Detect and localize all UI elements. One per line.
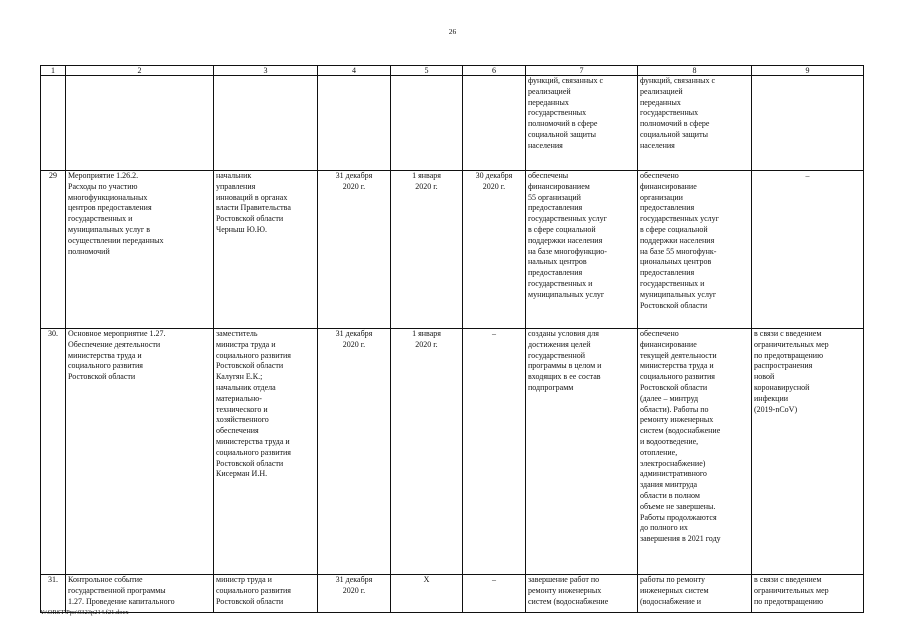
actual-result: обеспечено финансирование текущей деятельности министерства труда и социального развития Ростовской области (далее – минтруд области). Работы по ремонту инженерных систем (водоснабжение и водоотведение, отопление, электроснабжение) административного здания минтруда области в полном объеме не завершены. Работы продолжаются до полного их завершения в 2021 году	[638, 329, 752, 575]
continued-row	[41, 76, 864, 171]
expected-result-continued: функций, связанных с реализацией переданных государственных полномочий в сфере социальной защиты населения	[526, 76, 638, 171]
expected-result: созданы условия для достижения целей государственной программы в целом и входящих в ее состав подпрограмм	[526, 329, 638, 575]
empty-cell	[41, 76, 66, 171]
column-number: 3	[214, 66, 318, 76]
empty-cell	[391, 76, 463, 171]
page-number: 26	[448, 27, 457, 36]
deadline: 31 декабря 2020 г.	[318, 171, 391, 329]
column-number: 2	[66, 66, 214, 76]
actual-result: работы по ремонту инженерных систем (водоснабжение и	[638, 575, 752, 613]
measure-name: Основное мероприятие 1.27. Обеспечение деятельности министерства труда и социального развития Ростовской области	[66, 329, 214, 575]
start-date: X	[391, 575, 463, 613]
table-row	[41, 575, 864, 613]
column-number: 7	[526, 66, 638, 76]
table-row	[41, 171, 864, 329]
empty-cell	[318, 76, 391, 171]
empty-cell	[463, 76, 526, 171]
executor: заместитель министра труда и социального развития Ростовской области Калугян Е.К.; начальник отдела материально- технического и хозяйственного обеспечения министерства труда и социального развития Ростовской области Кисерман И.Н.	[214, 329, 318, 575]
expected-result: обеспечены финансированием 55 организаций предоставления государственных услуг в сфере социальной поддержки населения на базе многофункцио- нальных центров предоставления государственных и муниципальных услуг	[526, 171, 638, 329]
reason: в связи с введением ограничительных мер по предотвращению	[752, 575, 864, 613]
table-row	[41, 329, 864, 575]
start-date: 1 января 2020 г.	[391, 171, 463, 329]
actual-result: обеспечено финансирование организации предоставления государственных услуг в сфере социальной поддержки населения на базе 55 многофунк- циональных центров предоставления государственных и муниципальных услуг Ростовской области	[638, 171, 752, 329]
row-number: 31.	[41, 575, 66, 613]
start-date: 1 января 2020 г.	[391, 329, 463, 575]
deadline: 31 декабря 2020 г.	[318, 575, 391, 613]
column-number: 4	[318, 66, 391, 76]
actual-result-continued: функций, связанных с реализацией переданных государственных полномочий в сфере социальной защиты населения	[638, 76, 752, 171]
measure-name: Контрольное событие государственной программы 1.27. Проведение капитального	[66, 575, 214, 613]
reason: в связи с введением ограничительных мер по предотвращению распространения новой коронавирусной инфекции (2019-nCoV)	[752, 329, 864, 575]
executor: начальник управления инноваций в органах власти Правительства Ростовской области Черныш Ю.Ю.	[214, 171, 318, 329]
column-number: 9	[752, 66, 864, 76]
column-number: 6	[463, 66, 526, 76]
end-date: 30 декабря 2020 г.	[463, 171, 526, 329]
empty-cell	[66, 76, 214, 171]
column-number: 1	[41, 66, 66, 76]
end-date: –	[463, 575, 526, 613]
measure-name: Мероприятие 1.26.2. Расходы по участию многофункциональных центров предоставления государственных и муниципальных услуг в осуществлении переданных полномочий	[66, 171, 214, 329]
column-number-row	[41, 66, 864, 76]
expected-result: завершение работ по ремонту инженерных систем (водоснабжение	[526, 575, 638, 613]
column-number: 5	[391, 66, 463, 76]
row-number: 29	[41, 171, 66, 329]
deadline: 31 декабря 2020 г.	[318, 329, 391, 575]
empty-cell	[752, 76, 864, 171]
file-path-footer: Y:\ORST\Ppo\0323p214.f21.docx	[40, 609, 129, 616]
reason: –	[752, 171, 864, 329]
empty-cell	[214, 76, 318, 171]
document-table	[40, 65, 864, 613]
row-number: 30.	[41, 329, 66, 575]
column-number: 8	[638, 66, 752, 76]
executor: министр труда и социального развития Ростовской области	[214, 575, 318, 613]
end-date: –	[463, 329, 526, 575]
